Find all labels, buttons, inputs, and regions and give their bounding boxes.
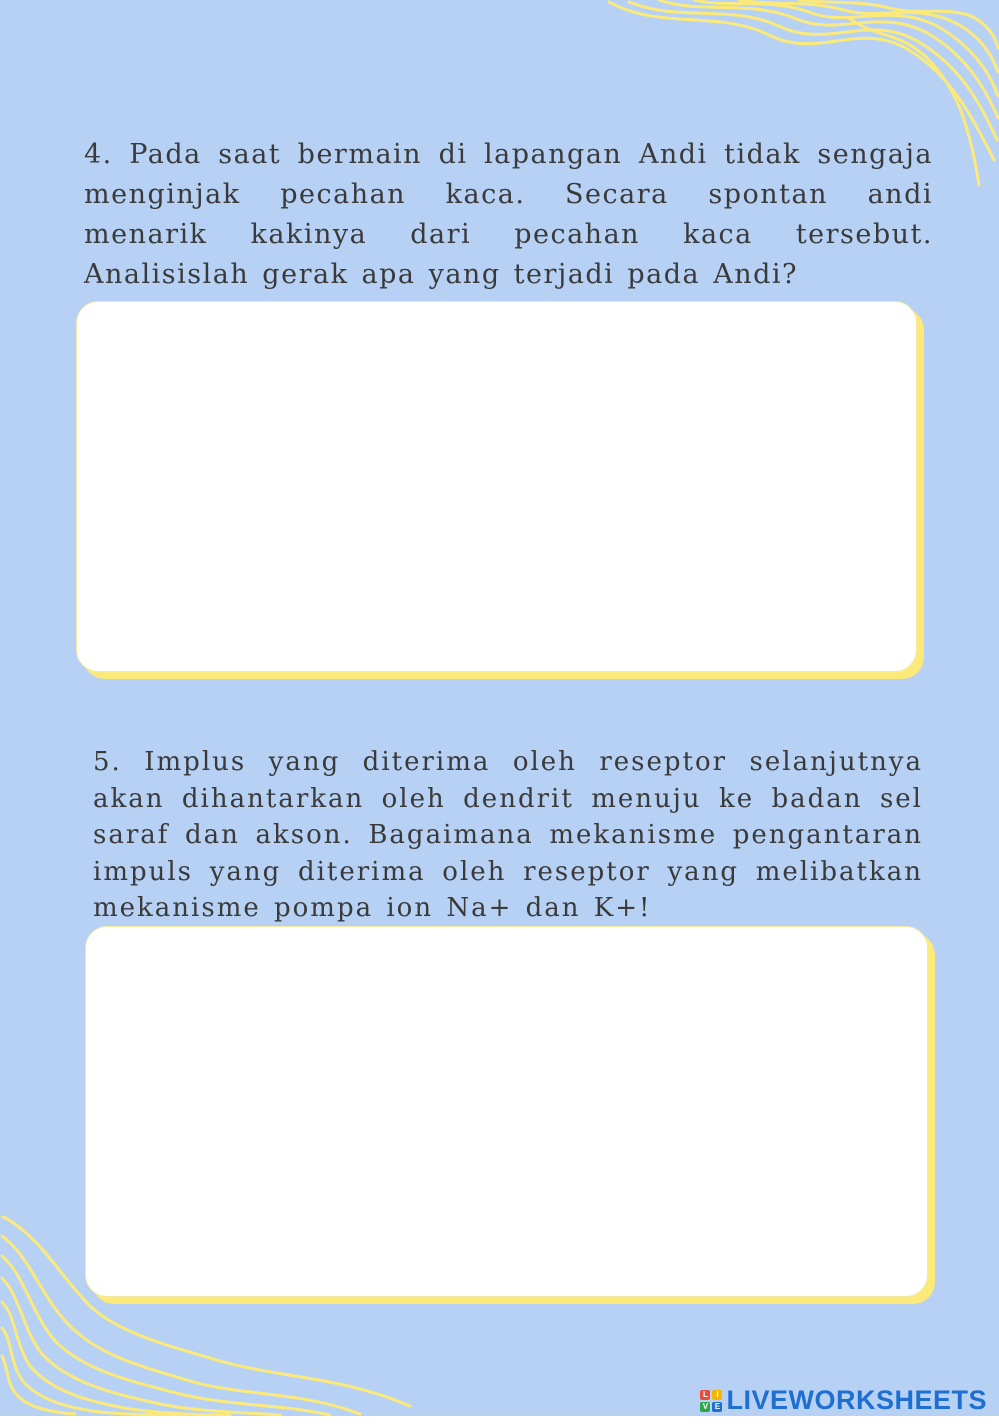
logo-letter-v: V <box>700 1402 710 1412</box>
liveworksheets-logo-icon <box>700 1390 722 1412</box>
logo-letter-l: L <box>700 1390 710 1400</box>
answer-input-question-4[interactable] <box>77 302 916 671</box>
logo-letter-i: I <box>712 1390 722 1400</box>
answer-box-question-4[interactable] <box>76 301 917 672</box>
liveworksheets-footer[interactable] <box>700 1385 987 1416</box>
liveworksheets-brand: LIVEWORKSHEETS <box>726 1385 987 1415</box>
question-5-text: 5. Implus yang diterima oleh reseptor selanjutnya akan dihantarkan oleh dendrit menuju ke badan sel saraf dan akson. Bagaimana mekanisme pengantaran impuls yang diterima oleh reseptor yang melibatkan mekanisme pompa ion Na+ dan K+! <box>93 747 923 923</box>
answer-box-question-5[interactable] <box>85 926 928 1297</box>
answer-input-question-5[interactable] <box>86 927 927 1296</box>
logo-letter-e: E <box>712 1402 722 1412</box>
question-4-text: 4. Pada saat bermain di lapangan Andi tidak sengaja menginjak pecahan kaca. Secara spontan andi menarik kakinya dari pecahan kaca tersebut. Analisislah gerak apa yang terjadi pada Andi? <box>84 139 933 290</box>
